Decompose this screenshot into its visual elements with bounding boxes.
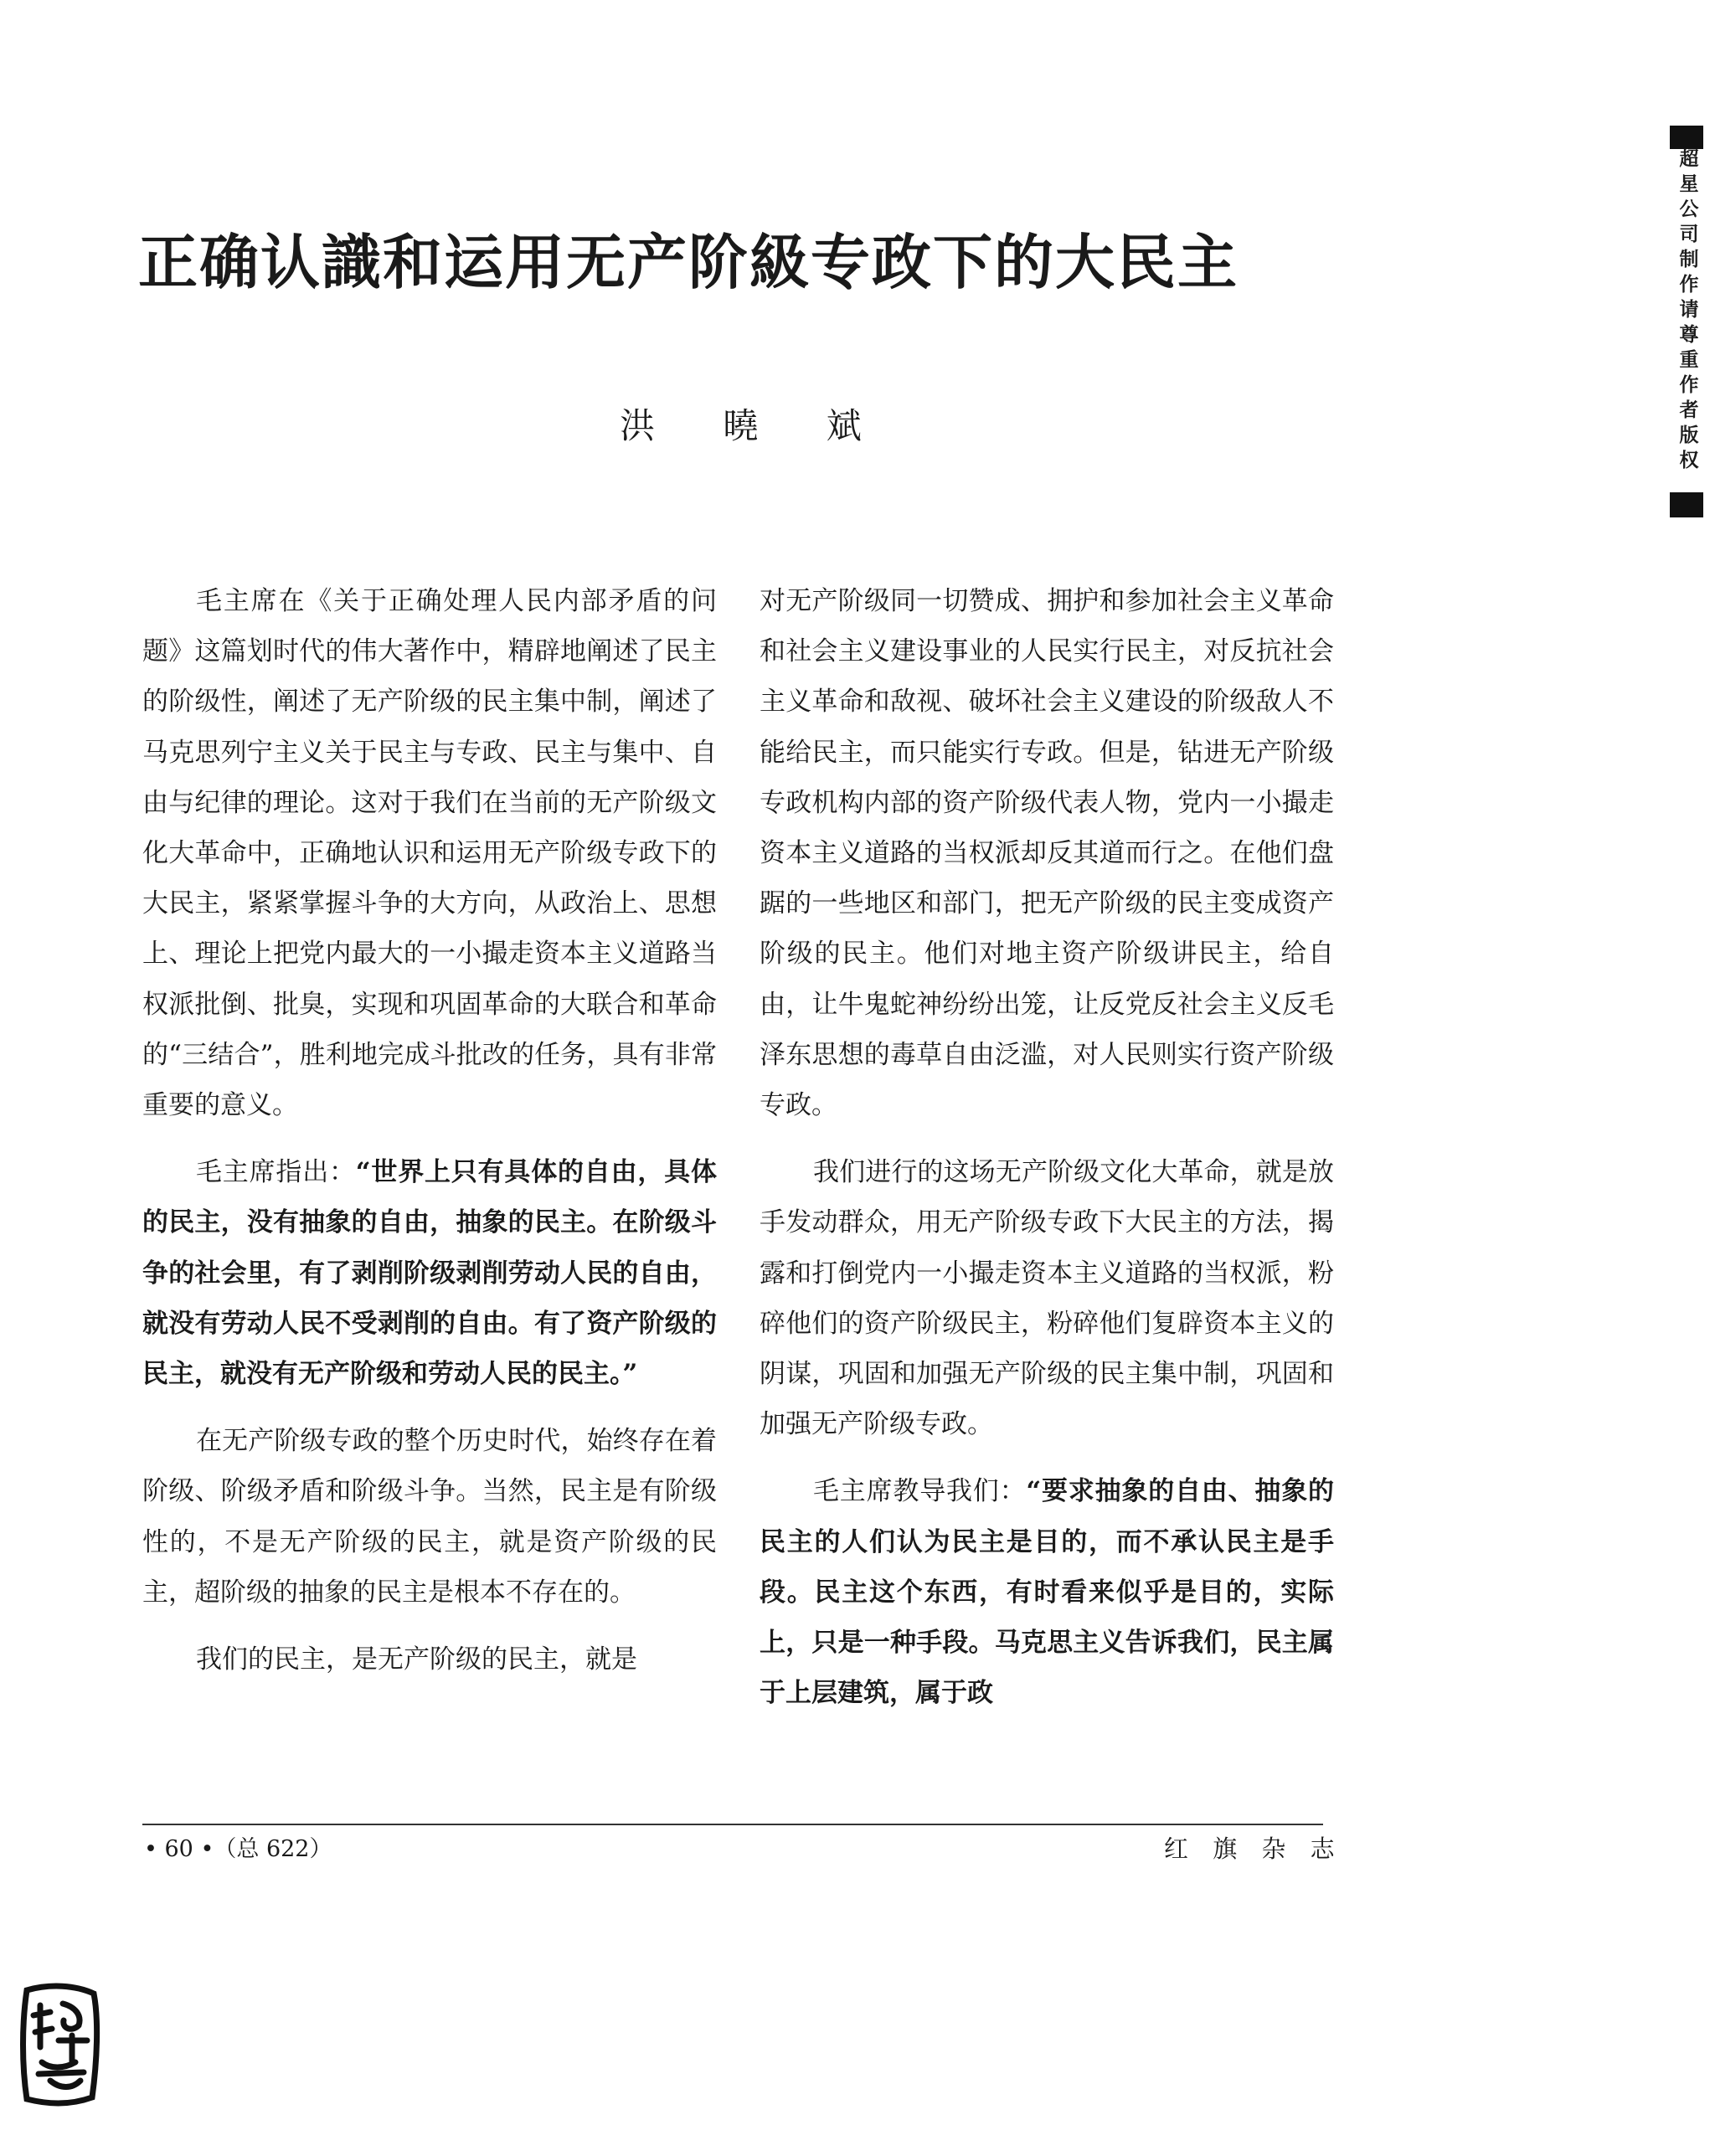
paragraph-continued: 对无产阶级同一切赞成、拥护和参加社会主义革命和社会主义建设事业的人民实行民主，对反抗社会主义革命和敌视、破坏社会主义建设的阶级敌人不能给民主，而只能实行专政。但是，钻进无产阶级专政机构内部的资产阶级代表人物，党内一小撮走资本主义道路的当权派却反其道而行之。在他们盘踞的一些地区和部门，把无产阶级的民主变成资产阶级的民主。他们对地主资产阶级讲民主，给自由，让牛鬼蛇神纷纷出笼，让反党反社会主义反毛泽东思想的毒草自由泛滥，对人民则实行资产阶级专政。 [760, 586, 1334, 1121]
journal-name: 红 旗 杂 志 [1164, 1834, 1343, 1863]
right-column [760, 576, 1334, 1718]
quote-intro: 毛主席教导我们： [813, 1476, 1027, 1507]
paragraph: 我们进行的这场无产阶级文化大革命，就是放手发动群众，用无产阶级专政下大民主的方法，揭露和打倒党内一小撮走资本主义道路的当权派，粉碎他们的资产阶级民主，粉碎他们复辟资本主义的阴谋，巩固和加强无产阶级的民主集中制，巩固和加强无产阶级专政。 [760, 1157, 1334, 1440]
quote-text: “世界上只有具体的自由，具体的民主，没有抽象的自由，抽象的民主。在阶级斗争的社会里，有了剥削阶级剥削劳动人民的自由，就没有劳动人民不受剥削的自由。有了资产阶级的民主，就没有无产阶级和劳动人民的民主。” [142, 1157, 717, 1390]
article-title: 正确认識和运用无产阶級专政下的大民主 [138, 227, 1239, 297]
article-author: 洪 曉 斌 [620, 405, 890, 446]
sidebar-bar-bottom [1670, 492, 1703, 517]
sidebar-bar-top [1670, 126, 1703, 149]
paragraph: 毛主席在《关于正确处理人民内部矛盾的问题》这篇划时代的伟大著作中，精辟地阐述了民主的阶级性，阐述了无产阶级的民主集中制，阐述了马克思列宁主义关于民主与专政、民主与集中、自由与纪律的理论。这对于我们在当前的无产阶级文化大革命中，正确地认识和运用无产阶级专政下的大民主，紧紧掌握斗争的大方向，从政治上、思想上、理论上把党内最大的一小撮走资本主义道路当权派批倒、批臭，实现和巩固革命的大联合和革命的“三结合”，胜利地完成斗批改的任务，具有非常重要的意义。 [142, 586, 717, 1121]
quote-paragraph [760, 1466, 1334, 1718]
left-column [142, 576, 717, 1685]
library-seal-icon [17, 1982, 104, 2107]
footer-rule [142, 1824, 1323, 1825]
paragraph: 我们的民主，是无产阶级的民主，就是 [196, 1644, 637, 1675]
quote-intro: 毛主席指出： [196, 1157, 356, 1188]
copyright-sidebar: 超星公司制作请尊重作者版权 [1679, 148, 1699, 471]
quote-text: “要求抽象的自由、抽象的民主的人们认为民主是目的，而不承认民主是手段。民主这个东西，有时看来似乎是目的，实际上，只是一种手段。马克思主义告诉我们，民主属于上层建筑，属于政 [760, 1476, 1334, 1709]
paragraph: 在无产阶级专政的整个历史时代，始终存在着阶级、阶级矛盾和阶级斗争。当然，民主是有阶级性的，不是无产阶级的民主，就是资产阶级的民主，超阶级的抽象的民主是根本不存在的。 [142, 1426, 717, 1608]
page-number: • 60 •（总 622） [144, 1836, 332, 1862]
quote-paragraph [142, 1147, 717, 1399]
